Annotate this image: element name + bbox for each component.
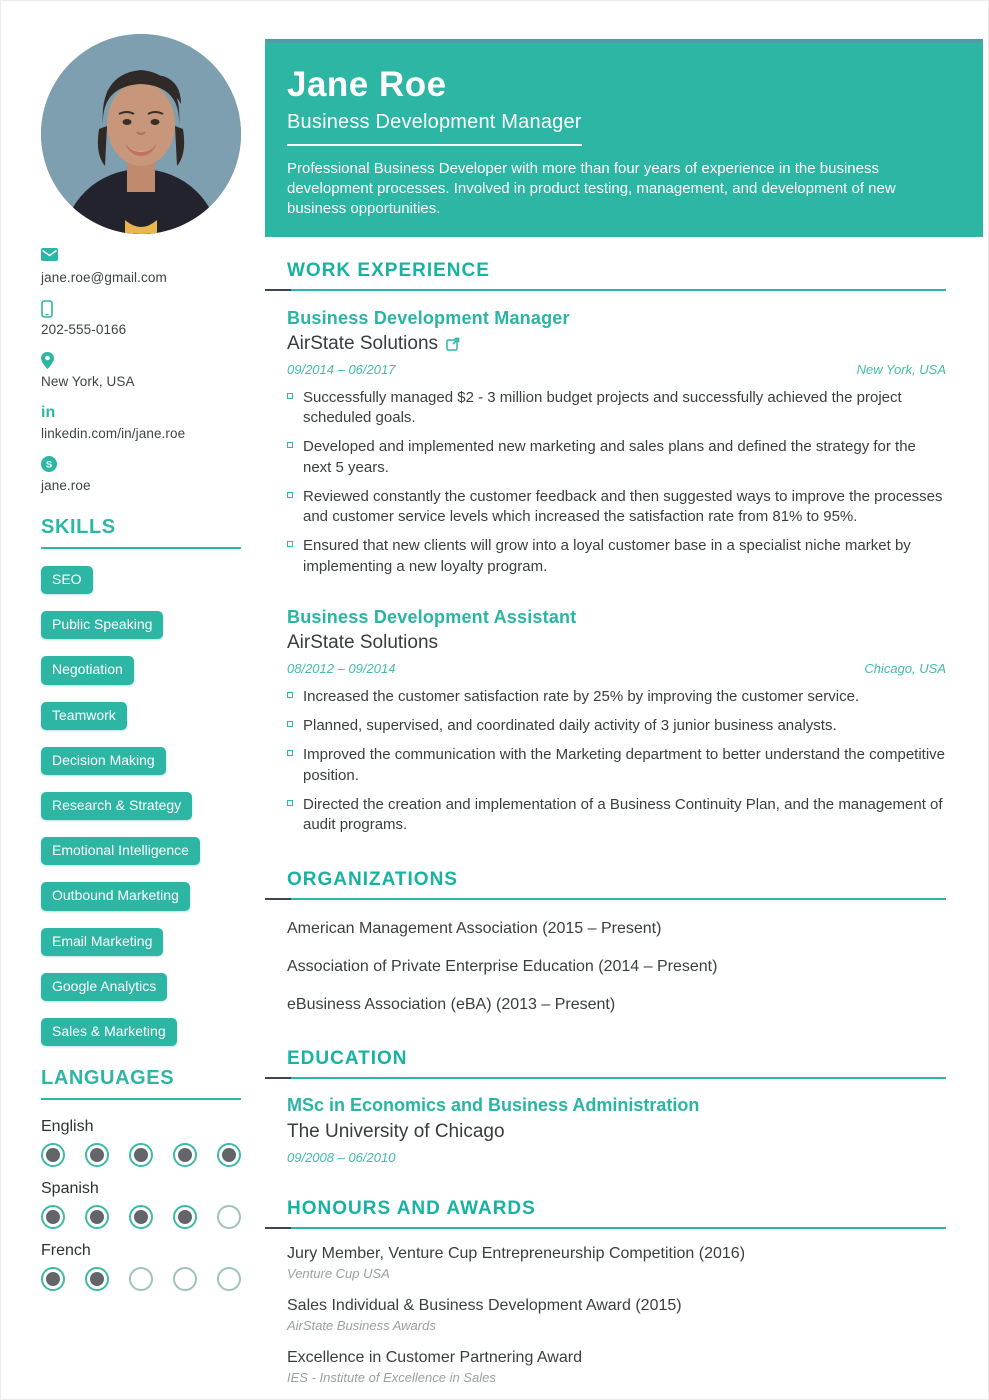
svg-text:S: S (45, 459, 53, 471)
job-bullet: Increased the customer satisfaction rate by 25% by improving the customer service. (287, 687, 946, 707)
contact-item (41, 404, 241, 443)
contact-item (41, 248, 241, 287)
profile-summary: Professional Business Developer with more than four years of experience in the business development processes. Involved in product testing, management, and development of new business opportunities. (287, 160, 896, 217)
job-bullet: Planned, supervised, and coordinated daily activity of 3 junior business analysts. (287, 716, 946, 736)
contact-value[interactable]: jane.roe (41, 478, 91, 493)
job-bullet: Successfully managed $2 - 3 million budget projects and successfully achieved the project scheduled goals. (287, 388, 946, 429)
languages-heading: LANGUAGES (41, 1067, 241, 1100)
organizations-section (265, 869, 983, 1014)
job-bullet: Directed the creation and implementation of a Business Continuity Plan, and the management of audit programs. (287, 795, 946, 836)
phone-icon (41, 300, 241, 318)
profile-photo (41, 34, 241, 234)
skills-heading: SKILLS (41, 516, 241, 549)
contact-item (41, 352, 241, 391)
award-issuer: IES - Institute of Excellence in Sales (287, 1370, 496, 1386)
square-bullet-icon (287, 541, 293, 547)
skill-badge: Decision Making (41, 747, 166, 775)
award-issuer: Venture Cup USA (287, 1266, 390, 1282)
skills-list (41, 566, 241, 1046)
organization-item: American Management Association (2015 – Present) (287, 920, 662, 938)
job-entry-title: Business Development Manager (287, 307, 570, 328)
honours-awards-heading: HONOURS AND AWARDS (265, 1198, 983, 1229)
contact-item (41, 456, 241, 495)
work-experience-heading: WORK EXPERIENCE (265, 260, 983, 291)
degree-title: MSc in Economics and Business Administration (287, 1095, 700, 1116)
skill-badge: Research & Strategy (41, 792, 192, 820)
job-entry-title: Business Development Assistant (287, 606, 577, 627)
square-bullet-icon (287, 692, 293, 698)
skill-badge: Outbound Marketing (41, 882, 190, 910)
job-entry (287, 607, 946, 836)
company-name: AirState Solutions (287, 631, 439, 653)
job-location: New York, USA (856, 361, 946, 377)
job-bullets (287, 388, 946, 577)
job-bullets (287, 687, 946, 836)
contact-value[interactable]: jane.roe@gmail.com (41, 270, 167, 285)
organizations-list (265, 920, 983, 1014)
language-level-dots (41, 1267, 241, 1291)
main-column (265, 1, 983, 1385)
skill-badge: Emotional Intelligence (41, 837, 200, 865)
square-bullet-icon (287, 442, 293, 448)
skill-badge: SEO (41, 566, 93, 594)
job-entry (287, 308, 946, 577)
school-name: The University of Chicago (287, 1121, 505, 1143)
level-dot-empty (217, 1205, 241, 1229)
job-location: Chicago, USA (864, 660, 946, 676)
person-job-title: Business Development Manager (287, 111, 582, 146)
job-bullet: Reviewed constantly the customer feedback and then suggested ways to improve the processes and customer service levels which increased the satisfaction rate from 81% to 95%. (287, 487, 946, 528)
award-entry (287, 1245, 946, 1281)
awards-list (265, 1245, 983, 1385)
contact-value[interactable]: 202-555-0166 (41, 322, 127, 337)
sidebar (1, 1, 265, 1304)
level-dot-filled (41, 1143, 65, 1167)
skill-badge: Negotiation (41, 656, 134, 684)
level-dot-empty (173, 1267, 197, 1291)
education-section (265, 1048, 983, 1165)
level-dot-filled (85, 1267, 109, 1291)
location-icon (41, 352, 241, 370)
level-dot-filled (129, 1205, 153, 1229)
language-name: French (41, 1242, 91, 1260)
linkedin-icon: in (41, 404, 56, 421)
level-dot-filled (173, 1205, 197, 1229)
language-level-dots (41, 1205, 241, 1229)
language-row (41, 1180, 241, 1229)
language-name: English (41, 1118, 94, 1136)
languages-list (41, 1118, 241, 1291)
external-link-icon[interactable] (446, 337, 460, 351)
organization-item: Association of Private Enterprise Education (2014 – Present) (287, 958, 718, 976)
skill-badge: Teamwork (41, 702, 127, 730)
honours-awards-section (265, 1198, 983, 1385)
contact-list (41, 248, 241, 495)
square-bullet-icon (287, 492, 293, 498)
skill-badge: Public Speaking (41, 611, 163, 639)
square-bullet-icon (287, 393, 293, 399)
job-bullet: Developed and implemented new marketing and sales plans and defined the strategy for the next 5 years. (287, 437, 946, 478)
skype-icon (41, 456, 241, 474)
square-bullet-icon (287, 800, 293, 806)
language-row (41, 1118, 241, 1167)
contact-item (41, 300, 241, 339)
level-dot-empty (129, 1267, 153, 1291)
level-dot-filled (41, 1267, 65, 1291)
job-dates: 08/2012 – 09/2014 (287, 660, 396, 676)
skill-badge: Email Marketing (41, 928, 163, 956)
award-title: Jury Member, Venture Cup Entrepreneurship Competition (2016) (287, 1245, 746, 1263)
skill-badge: Sales & Marketing (41, 1018, 177, 1046)
level-dot-filled (85, 1143, 109, 1167)
job-bullet: Ensured that new clients will grow into a loyal customer base in a specialist niche market by implementing a new loyalty program. (287, 536, 946, 577)
education-dates: 09/2008 – 06/2010 (287, 1150, 396, 1166)
work-experience-section (265, 260, 983, 836)
level-dot-filled (129, 1143, 153, 1167)
level-dot-empty (217, 1267, 241, 1291)
organizations-heading: ORGANIZATIONS (265, 869, 983, 900)
envelope-icon (41, 248, 241, 266)
level-dot-filled (173, 1143, 197, 1167)
company-name: AirState Solutions (287, 333, 946, 355)
person-name: Jane Roe (287, 65, 447, 104)
square-bullet-icon (287, 721, 293, 727)
award-title: Excellence in Customer Partnering Award (287, 1349, 582, 1367)
job-dates: 09/2014 – 06/2017 (287, 361, 396, 377)
award-issuer: AirState Business Awards (287, 1318, 436, 1334)
contact-value[interactable]: linkedin.com/in/jane.roe (41, 426, 186, 441)
level-dot-filled (41, 1205, 65, 1229)
portrait-illustration (41, 34, 241, 234)
organization-item: eBusiness Association (eBA) (2013 – Present) (287, 996, 616, 1014)
award-entry (287, 1349, 946, 1385)
level-dot-filled (85, 1205, 109, 1229)
level-dot-filled (217, 1143, 241, 1167)
jobs-list (265, 308, 983, 836)
language-level-dots (41, 1143, 241, 1167)
language-name: Spanish (41, 1180, 99, 1198)
skill-badge: Google Analytics (41, 973, 167, 1001)
award-title: Sales Individual & Business Development Award (2015) (287, 1297, 682, 1315)
job-bullet: Improved the communication with the Marketing department to better understand the competitive position. (287, 745, 946, 786)
language-row (41, 1242, 241, 1291)
award-entry (287, 1297, 946, 1333)
education-heading: EDUCATION (265, 1048, 983, 1079)
header-banner (265, 39, 983, 237)
contact-value[interactable]: New York, USA (41, 374, 135, 389)
square-bullet-icon (287, 750, 293, 756)
